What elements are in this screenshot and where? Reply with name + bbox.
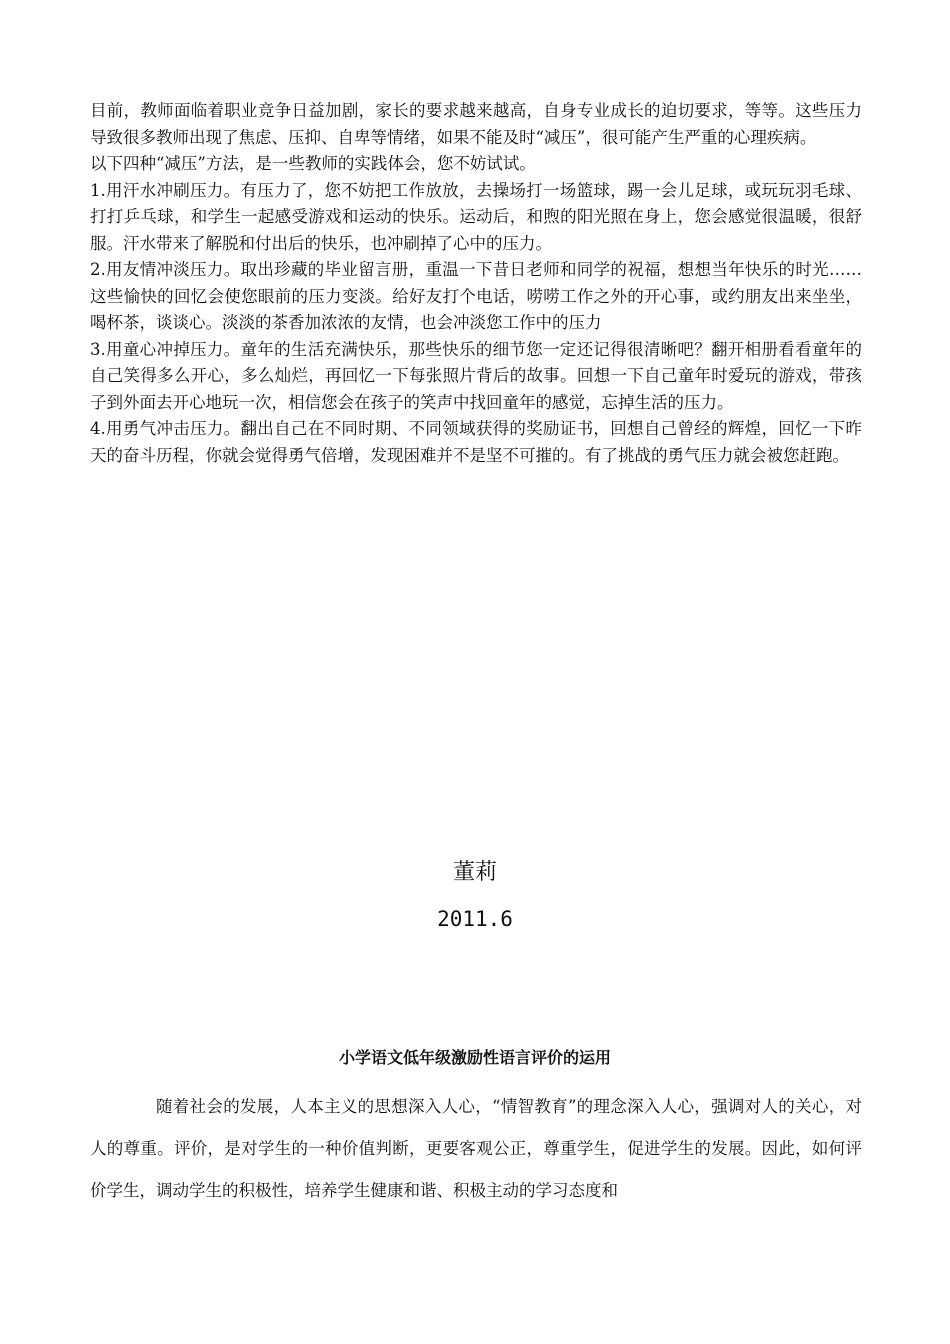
method-2-paragraph: 2.用友情冲淡压力。取出珍藏的毕业留言册，重温一下昔日老师和同学的祝福，想想当年快乐的时光……这些愉快的回忆会使您眼前的压力变淡。给好友打个电话，唠唠工作之外的开心事，或约朋友出来坐坐，喝杯茶，谈谈心。淡淡的茶香加浓浓的友情，也会冲淡您工作中的压力 (90, 260, 862, 332)
method-1-paragraph: 1.用汗水冲刷压力。有压力了，您不妨把工作放放，去操场打一场篮球，踢一会儿足球，或玩玩羽毛球、打打乒乓球，和学生一起感受游戏和运动的快乐。运动后，和煦的阳光照在身上，您会感觉很温暖，很舒服。汗水带来了解脱和付出后的快乐，也冲刷掉了心中的压力。 (90, 180, 862, 253)
stress-relief-section (90, 98, 862, 469)
author-date: 2011.6 (437, 907, 513, 931)
method-3-paragraph: 3.用童心冲掉压力。童年的生活充满快乐，那些快乐的细节您一定还记得很清晰吧？翻开相册看看童年的自己笑得多么开心，多么灿烂，再回忆一下每张照片背后的故事。回想一下自己童年时爱玩的游戏，带孩子到外面去开心地玩一次，相信您会在孩子的笑声中找回童年的感觉，忘掉生活的压力。 (90, 339, 862, 412)
methods-intro-paragraph: 以下四种“减压”方法，是一些教师的实践体会，您不妨试试。 (90, 154, 536, 173)
method-4-paragraph: 4.用勇气冲击压力。翻出自己在不同时期、不同领域获得的奖励证书，回想自己曾经的辉煌，回忆一下昨天的奋斗历程，你就会觉得勇气倍增，发现困难并不是坚不可摧的。有了挑战的勇气压力就会被您赶跑。 (90, 419, 862, 465)
intro-paragraph: 目前，教师面临着职业竞争日益加剧，家长的要求越来越高，自身专业成长的迫切要求，等等。这些压力导致很多教师出现了焦虑、压抑、自卑等情绪，如果不能及时“减压”，很可能产生严重的心理疾病。 (90, 101, 862, 147)
article-body: 随着社会的发展，人本主义的思想深入人心，“情智教育”的理念深入人心，强调对人的关心，对人的尊重。评价，是对学生的一种价值判断，更要客观公正，尊重学生，促进学生的发展。因此，如何评价学生，调动学生的积极性，培养学生健康和谐、积极主动的学习态度和 (90, 1097, 862, 1200)
article-title: 小学语文低年级激励性语言评价的运用 (338, 1048, 611, 1067)
author-name: 董莉 (452, 860, 497, 885)
